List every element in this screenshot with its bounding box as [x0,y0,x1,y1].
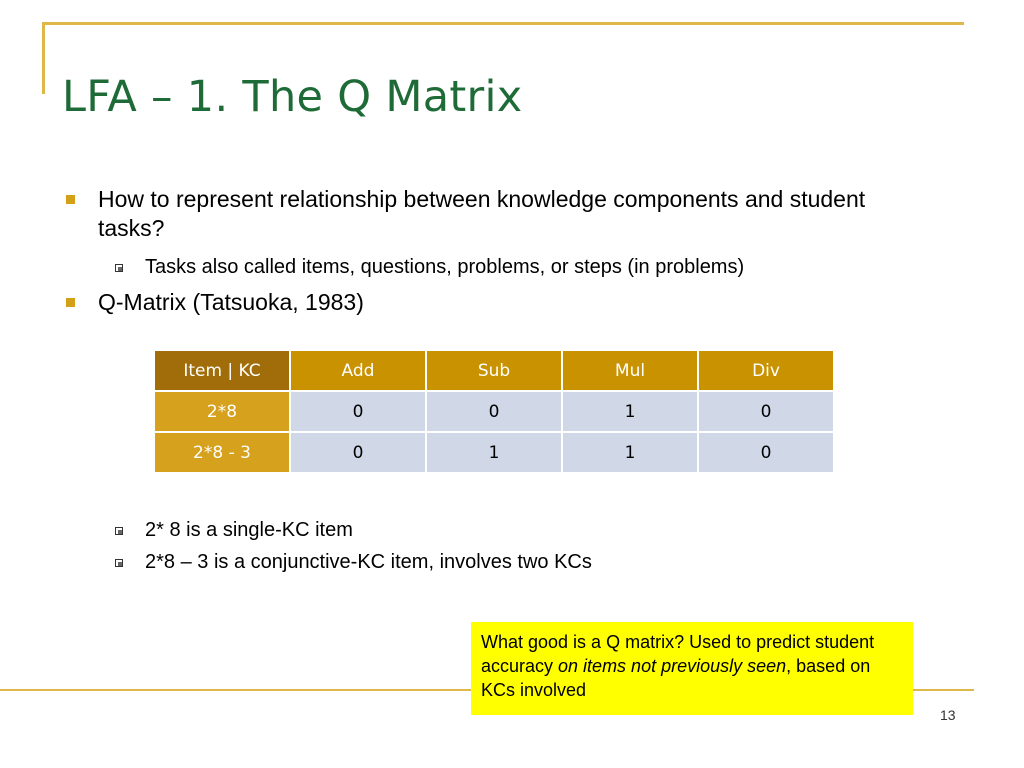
sub-bullet-text: Tasks also called items, questions, problems, or steps (in problems) [145,256,745,278]
hollow-square-bullet-icon [115,559,123,567]
sub-bullet-text: 2*8 – 3 is a conjunctive-KC item, involves two KCs [145,551,592,573]
table-cell: 0 [698,432,834,473]
table-column-header: Div [698,350,834,391]
square-bullet-icon [66,298,75,307]
table-cell: 1 [562,432,698,473]
hollow-square-bullet-icon [115,264,123,272]
slide-title: LFA – 1. The Q Matrix [62,72,523,122]
table-corner-cell: Item | KC [154,350,290,391]
callout-text: What good is a Q matrix? Used to predict student accuracy [481,632,875,676]
table-row-header: 2*8 [154,391,290,432]
bullet-text: How to represent relationship between knowledge components and student tasks? [98,186,866,241]
table-cell: 0 [698,391,834,432]
table-column-header: Mul [562,350,698,391]
q-matrix-table [153,349,835,474]
sub-bullet-text: 2* 8 is a single-KC item [145,519,353,541]
callout-text-end: , based on KCs involved [481,656,871,700]
table-cell: 1 [426,432,562,473]
hollow-square-bullet-icon [115,527,123,535]
table-header-row [154,350,834,391]
table-column-header: Add [290,350,426,391]
callout-italic-text: on items not previously seen [558,656,787,676]
page-number: 13 [940,707,956,723]
table-cell: 0 [426,391,562,432]
callout-box [471,622,913,715]
table-row [154,391,834,432]
bullet-text: Q-Matrix (Tatsuoka, 1983) [98,289,364,315]
table-row-header: 2*8 - 3 [154,432,290,473]
table-cell: 1 [562,391,698,432]
table-cell: 0 [290,391,426,432]
square-bullet-icon [66,195,75,204]
frame-top-line [42,22,964,25]
table-row [154,432,834,473]
table-column-header: Sub [426,350,562,391]
frame-left-line [42,22,45,94]
table-cell: 0 [290,432,426,473]
